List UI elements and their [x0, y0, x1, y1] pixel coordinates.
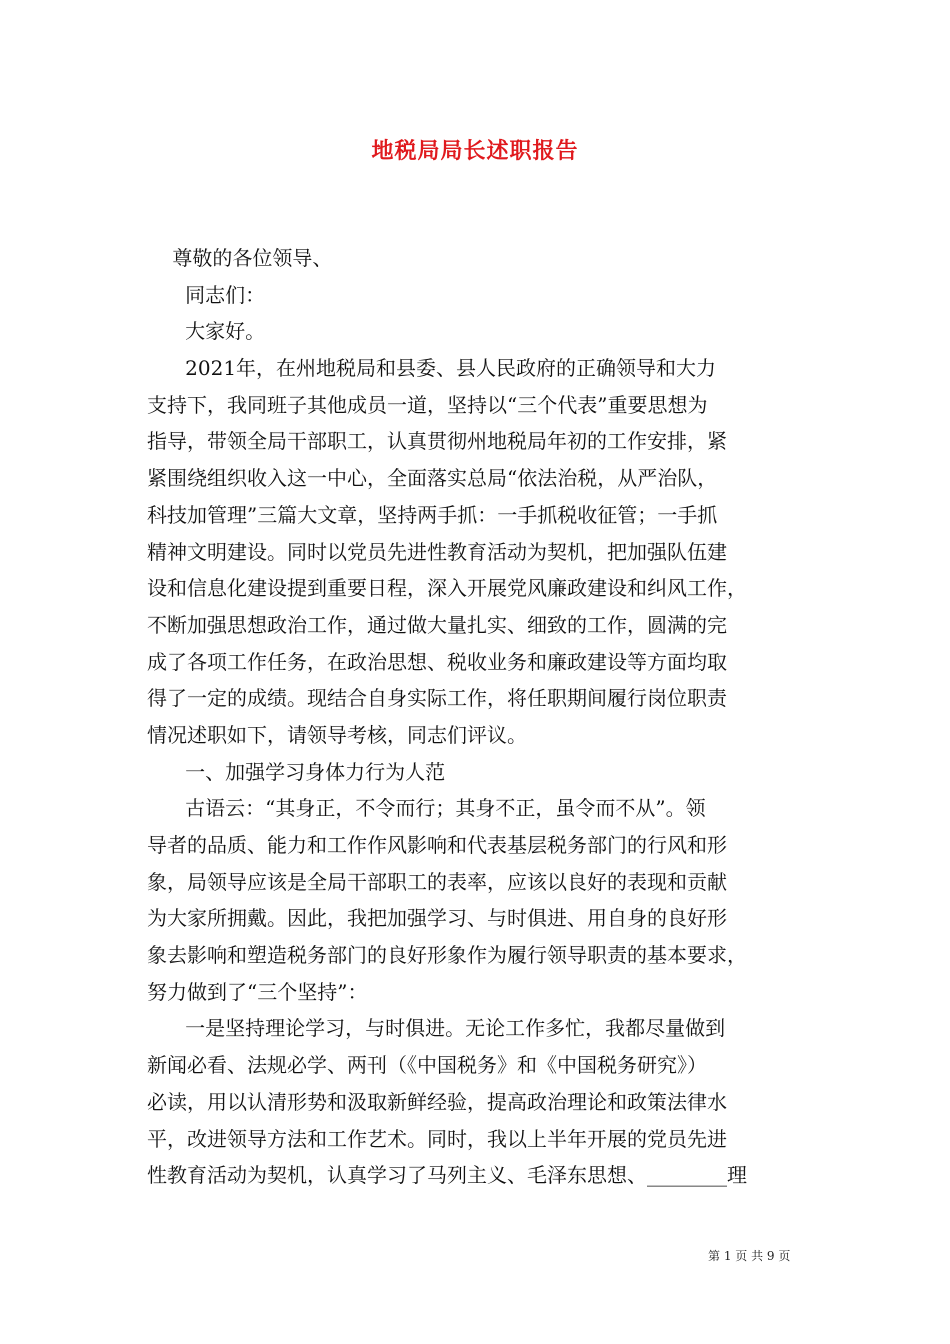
body-line: 情况述职如下，请领导考核，同志们评议。 [147, 722, 527, 747]
page-footer: 第 1 页 共 9 页 [708, 1249, 791, 1263]
body-line: 得了一定的成绩。现结合自身实际工作，将任职期间履行岗位职责 [147, 686, 727, 711]
body-line: 必读，用以认清形势和汲取新鲜经验，提高政治理论和政策法律水 [147, 1089, 727, 1114]
body-line: 新闻必看、法规必学、两刊（《中国税务》和《中国税务研究》） [147, 1053, 707, 1078]
body-line: 性教育活动为契机，认真学习了马列主义、毛泽东思想、________理 [147, 1163, 747, 1188]
body-line: 尊敬的各位领导、 [147, 246, 333, 270]
body-line: 象，局领导应该是全局干部职工的表率，应该以良好的表现和贡献 [147, 869, 727, 894]
body-line: 为大家所拥戴。因此，我把加强学习、与时俱进、用自身的良好形 [147, 906, 727, 931]
body-line: 2021年，在州地税局和县委、县人民政府的正确领导和大力 [147, 356, 717, 381]
body-line: 努力做到了“三个坚持”： [147, 979, 368, 1004]
document-title: 地税局局长述职报告 [371, 138, 579, 164]
body-line: 一、加强学习身体力行为人范 [147, 759, 446, 784]
body-line: 象去影响和塑造税务部门的良好形象作为履行领导职责的基本要求， [147, 943, 747, 968]
body-line: 导者的品质、能力和工作作风影响和代表基层税务部门的行风和形 [147, 833, 727, 857]
body-line: 支持下，我同班子其他成员一道，坚持以“三个代表”重要思想为 [147, 392, 708, 417]
body-line: 指导，带领全局干部职工，认真贯彻州地税局年初的工作安排，紧 [147, 429, 727, 454]
body-line: 同志们： [147, 282, 266, 307]
body-line: 大家好。 [147, 319, 266, 344]
body-line: 紧围绕组织收入这一中心，全面落实总局“依法治税，从严治队， [147, 466, 718, 491]
document-body [147, 240, 807, 1194]
body-line: 平，改进领导方法和工作艺术。同时，我以上半年开展的党员先进 [147, 1126, 727, 1151]
body-line: 科技加管理”三篇大文章，坚持两手抓：一手抓税收征管；一手抓 [147, 502, 718, 527]
body-line: 精神文明建设。同时以党员先进性教育活动为契机，把加强队伍建 [147, 539, 727, 564]
body-line: 一是坚持理论学习，与时俱进。无论工作多忙，我都尽量做到 [147, 1016, 726, 1041]
body-line: 不断加强思想政治工作，通过做大量扎实、细致的工作，圆满的完 [147, 612, 727, 637]
body-line: 古语云：“其身正，不令而行；其身不正，虽令而不从”。领 [147, 796, 706, 821]
body-line: 成了各项工作任务，在政治思想、税收业务和廉政建设等方面均取 [147, 649, 727, 674]
body-line: 设和信息化建设提到重要日程，深入开展党风廉政建设和纠风工作， [147, 576, 747, 601]
